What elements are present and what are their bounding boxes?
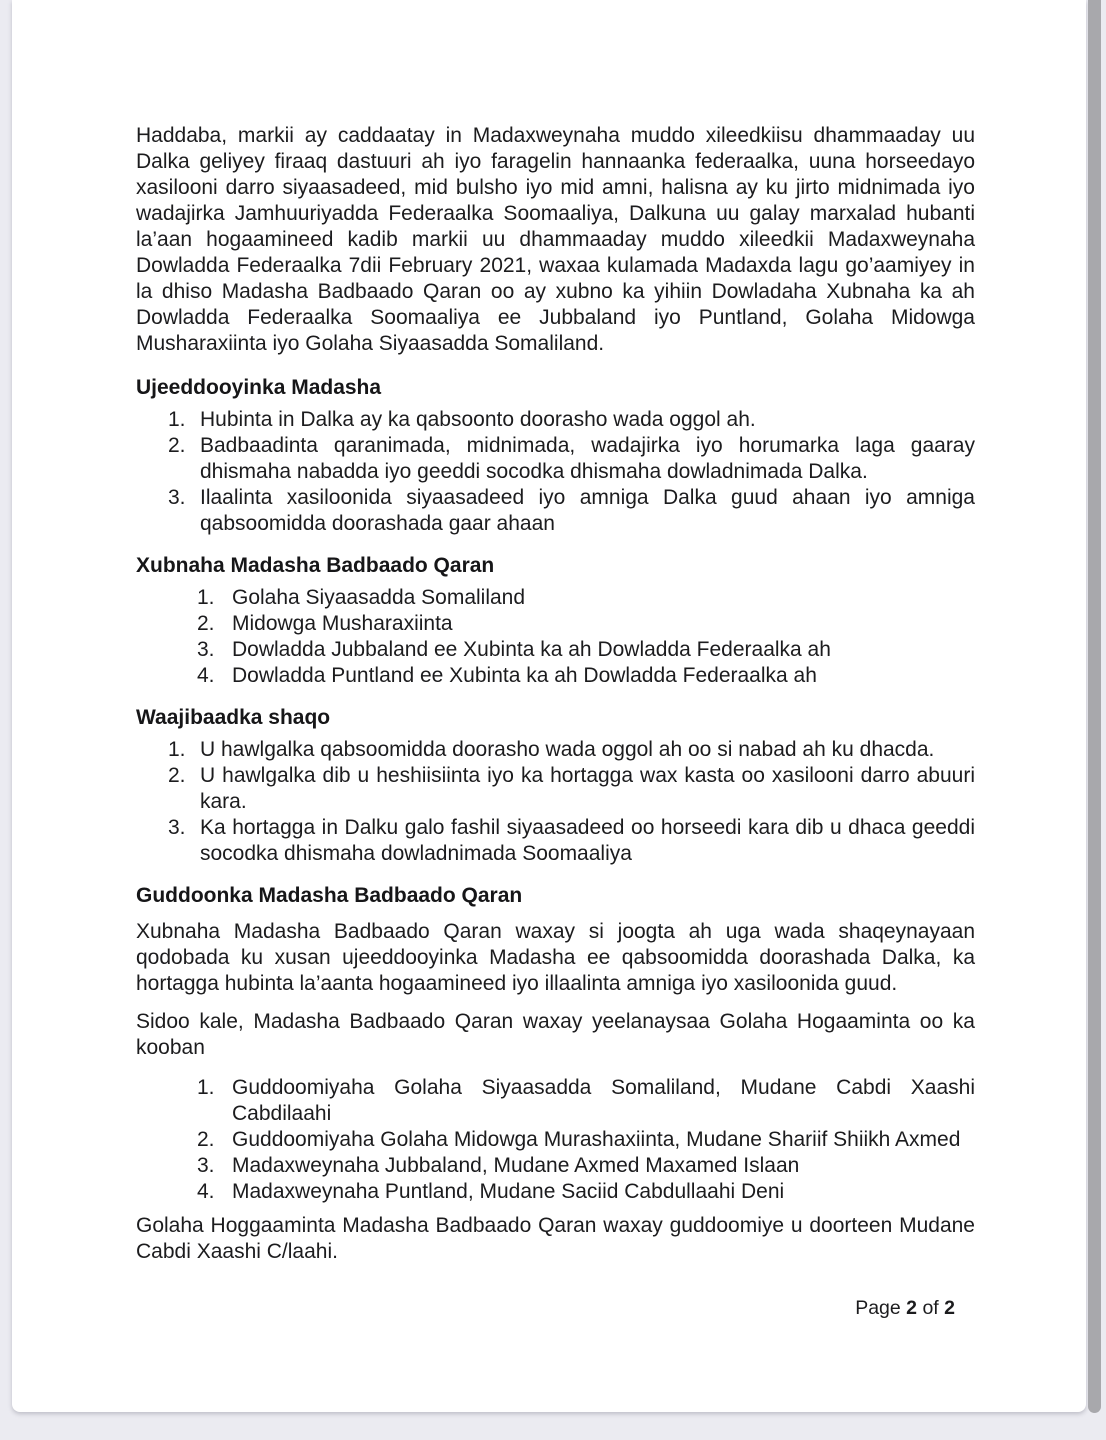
list-item-text: Hubinta in Dalka ay ka qabsoonto doorasho wada oggol ah. [200,408,756,431]
list-item-number: 3. [168,486,186,509]
list-item-number: 4. [197,664,215,687]
list-item [168,485,975,537]
list-item-text: Madaxweynaha Puntland, Mudane Saciid Cabdullaahi Deni [232,1180,785,1203]
list-item [197,1153,975,1179]
list-item-text: Guddoomiyaha Golaha Siyaasadda Somaliland, Mudane Cabdi Xaashi Cabdilaahi [232,1076,975,1125]
list-item [197,611,975,637]
list-item-number: 1. [168,408,186,431]
list-item [197,585,975,611]
list-item-number: 1. [197,586,215,609]
list-item [197,637,975,663]
list-item [168,815,975,867]
list-item-number: 3. [197,638,215,661]
list-item-number: 4. [197,1180,215,1203]
list-item [197,1179,975,1205]
list-item [197,1127,975,1153]
list-item [168,763,975,815]
leadership-paragraph-1: Xubnaha Madasha Badbaado Qaran waxay si joogta ah uga wada shaqeynayaan qodobada ku xusan ujeeddooyinka Madasha ee qabsoomidda doorashada Dalka, ka hortagga hubinta la’aanta hogaamineed iyo illaalinta amniga iyo xasiloonida guud. [136,920,975,995]
list-item-text: Midowga Musharaxiinta [232,612,453,635]
footer-page-total: 2 [944,1297,955,1319]
list-item-text: Golaha Siyaasadda Somaliland [232,586,526,609]
list-item-text: Madaxweynaha Jubbaland, Mudane Axmed Maxamed Islaan [232,1154,800,1177]
list-item-text: U hawlgalka dib u heshiisiinta iyo ka hortagga wax kasta oo xasilooni darro abuuri kara. [200,764,975,813]
document-page [12,0,1086,1412]
list-item-text: Ilaalinta xasiloonida siyaasadeed iyo amniga Dalka guud ahaan iyo amniga qabsoomidda doorashada gaar ahaan [200,486,975,535]
heading-objectives: Ujeeddooyinka Madasha [136,376,382,399]
list-item-text: Guddoomiyaha Golaha Midowga Murashaxiinta, Mudane Shariif Shiikh Axmed [232,1128,961,1151]
list-item-number: 3. [168,816,186,839]
footer-page-current: 2 [906,1297,918,1319]
heading-leadership: Guddoonka Madasha Badbaado Qaran [136,884,523,907]
objectives-list [136,407,975,537]
list-item [168,737,975,763]
list-item-number: 2. [168,434,186,457]
leadership-council-list [136,1075,975,1205]
list-item-text: Badbaadinta qaranimada, midnimada, wadajirka iyo horumarka laga gaaray dhismaha nabadda iyo geeddi socodka dhismaha dowladnimada Dalka. [200,434,975,483]
members-list [136,585,975,689]
heading-duties: Waajibaadka shaqo [136,706,331,729]
page-number-footer [855,1296,955,1320]
footer-of-label: of [922,1297,939,1319]
intro-paragraph: Haddaba, markii ay caddaatay in Madaxweynaha muddo xileedkiisu dhammaaday uu Dalka geliyey firaaq dastuuri ah iyo faragelin hannaanka federaalka, uuna horseedayo xasilooni darro siyaasadeed, mid bulsho iyo mid amni, halisna ay ku jirto midnimada iyo wadajirka Jamhuuriyadda Federaalka Soomaaliya, Dalkuna uu galay marxalad hubanti la’aan hogaamineed kadib markii uu dhammaaday muddo xileedkii Madaxweynaha Dowladda Federaalka 7dii February 2021, waxaa kulamada Madaxda lagu go’aamiyey in la dhiso Madasha Badbaado Qaran oo ay xubno ka yihiin Dowladaha Xubnaha ka ah Dowladda Federaalka Soomaaliya ee Jubbaland iyo Puntland, Golaha Midowga Musharaxiinta iyo Golaha Siyaasadda Somaliland. [136,124,975,355]
list-item-text: Ka hortagga in Dalku galo fashil siyaasadeed oo horseedi kara dib u dhaca geeddi socodka dhismaha dowladnimada Soomaaliya [200,816,975,865]
list-item [168,407,975,433]
list-item-number: 1. [168,738,186,761]
heading-members: Xubnaha Madasha Badbaado Qaran [136,554,495,577]
list-item-text: U hawlgalka qabsoomidda doorasho wada oggol ah oo si nabad ah ku dhacda. [200,738,935,761]
document-content [136,123,975,1265]
list-item-text: Dowladda Puntland ee Xubinta ka ah Dowladda Federaalka ah [232,664,817,687]
list-item-text: Dowladda Jubbaland ee Xubinta ka ah Dowladda Federaalka ah [232,638,831,661]
scrollbar-thumb[interactable] [1088,0,1101,1413]
list-item-number: 3. [197,1154,215,1177]
list-item [168,433,975,485]
footer-page-label: Page [855,1297,901,1319]
list-item-number: 2. [197,612,215,635]
list-item-number: 2. [197,1128,215,1151]
leadership-paragraph-2: Sidoo kale, Madasha Badbaado Qaran waxay yeelanaysaa Golaha Hogaaminta oo ka kooban [136,1010,975,1059]
list-item [197,663,975,689]
list-item-number: 1. [197,1076,215,1099]
list-item [197,1075,975,1127]
list-item-number: 2. [168,764,186,787]
duties-list [136,737,975,867]
leadership-paragraph-3: Golaha Hoggaaminta Madasha Badbaado Qaran waxay guddoomiye u doorteen Mudane Cabdi Xaashi C/laahi. [136,1214,975,1263]
